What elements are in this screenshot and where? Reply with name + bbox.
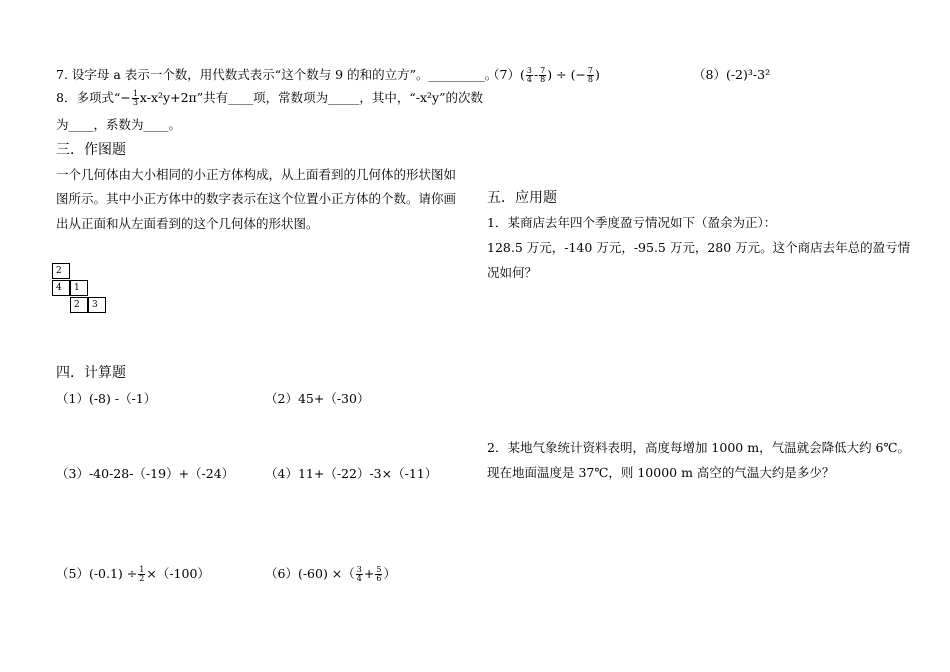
calc-6-suffix: ）: [383, 566, 396, 581]
fraction-five-sixths: [375, 566, 382, 583]
fraction-numerator: 5: [376, 565, 382, 574]
fraction-one-third: [132, 90, 139, 107]
fraction-seven-eighths: [587, 67, 594, 84]
fraction-denominator: 3: [132, 98, 138, 107]
fraction-denominator: 8: [587, 75, 594, 84]
calc-6-operator: +: [363, 566, 375, 581]
grid-cell: 3: [88, 297, 106, 313]
application-2-line-2: 现在地面温度是 37℃，则 10000 m 高空的气温大约是多少？: [487, 465, 835, 480]
calc-6-prefix: （6）(-60) ×（: [265, 566, 355, 581]
grid-cell: 4: [52, 280, 70, 296]
calc-7-divide: ) ÷ (−: [547, 67, 586, 82]
calc-3: （3）-40-28-（-19）+（-24）: [56, 466, 235, 481]
calc-2: （2）45+（-30）: [265, 391, 370, 406]
calc-6: [265, 566, 396, 583]
section-5-heading: 五．应用题: [487, 190, 557, 206]
fraction-numerator: 1: [132, 89, 138, 98]
calc-7-operator: -: [533, 67, 539, 82]
fraction-numerator: 1: [139, 565, 145, 574]
grid-cell: 1: [70, 280, 88, 296]
calc-4: （4）11+（-22）-3×（-11）: [265, 466, 438, 481]
grid-cell: 2: [70, 297, 88, 313]
application-1-line-2: 128.5 万元，-140 万元，-95.5 万元，280 万元。这个商店去年总的盈亏情: [487, 240, 911, 255]
fraction-three-quarters: [356, 566, 363, 583]
fraction-numerator: 7: [587, 66, 594, 75]
calc-7: [487, 67, 600, 84]
grid-cell: 2: [52, 263, 70, 279]
fraction-numerator: 7: [540, 66, 546, 75]
application-1-line-3: 况如何？: [487, 265, 538, 280]
calc-5-suffix: ×（-100）: [146, 566, 210, 581]
fraction-denominator: 4: [526, 75, 532, 84]
question-8-line-2: 为____，系数为____。: [56, 117, 182, 132]
calc-7-prefix: （7）(: [487, 67, 525, 82]
fraction-seven-eighths: [539, 67, 546, 84]
drawing-problem-line-1: 一个几何体由大小相同的小正方体构成，从上面看到的几何体的形状图如: [56, 167, 457, 182]
fraction-denominator: 4: [356, 574, 362, 583]
calc-8: （8）(-2)³-3²: [693, 67, 771, 82]
fraction-three-quarters: [526, 67, 533, 84]
application-1-line-1: 1．某商店去年四个季度盈亏情况如下（盈余为正）：: [487, 215, 777, 230]
calc-5-prefix: （5）(-0.1) ÷: [56, 566, 138, 581]
drawing-problem-line-3: 出从正面和从左面看到的这个几何体的形状图。: [56, 216, 319, 231]
section-4-heading: 四．计算题: [56, 365, 126, 381]
drawing-problem-line-2: 图所示。其中小正方体中的数字表示在这个位置小正方体的个数。请你画: [56, 191, 457, 206]
cube-top-view-grid: [52, 263, 112, 317]
application-2-line-1: 2．某地气象统计资料表明，高度每增加 1000 m，气温就会降低大约 6℃。: [487, 440, 910, 455]
fraction-one-half: [138, 566, 145, 583]
fraction-denominator: 6: [376, 574, 382, 583]
fraction-numerator: 3: [526, 66, 532, 75]
fraction-numerator: 3: [356, 565, 362, 574]
calc-5: [56, 566, 210, 583]
calc-1: （1）(-8) -（-1）: [56, 391, 157, 406]
question-7: 7. 设字母 a 表示一个数，用代数式表示“这个数与 9 的和的立方”。_________。: [56, 67, 498, 82]
fraction-denominator: 2: [139, 574, 145, 583]
fraction-denominator: 8: [540, 75, 546, 84]
question-8-rest: x-x²y+2π”共有____项，常数项为_____，其中，“-x²y”的次数: [139, 90, 484, 105]
section-3-heading: 三．作图题: [56, 142, 126, 158]
question-8-prefix: 8．多项式“−: [56, 90, 131, 105]
question-8-line-1: [56, 90, 483, 107]
calc-7-suffix: ): [595, 67, 600, 82]
